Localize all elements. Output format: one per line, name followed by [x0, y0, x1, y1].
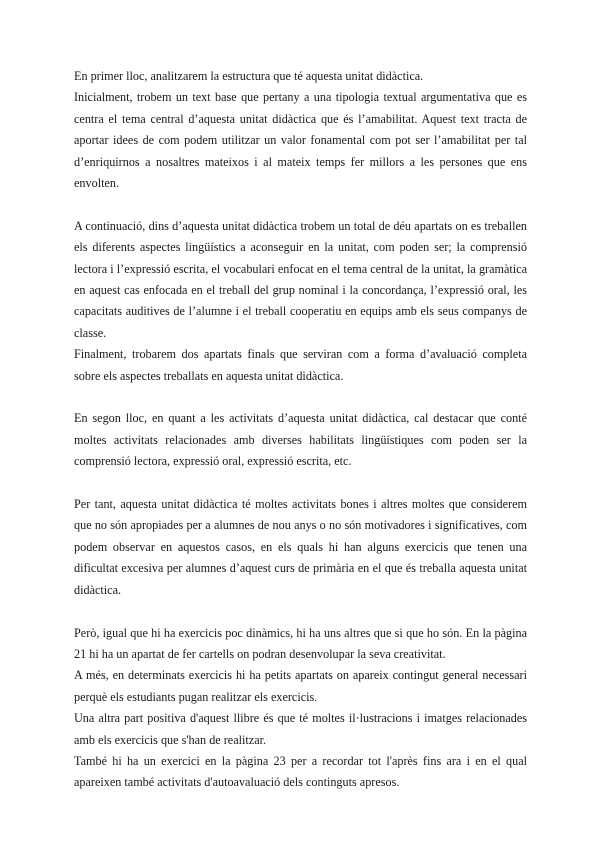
- paragraph-intro: En primer lloc, analitzarem la estructura que té aquesta unitat didàctica.: [74, 69, 424, 83]
- document-page: [74, 66, 527, 794]
- paragraph-base-text: Inicialment, trobem un text base que pertany a una tipologia textual argumentativa que es centra el tema central d’aquesta unitat didàctica que és l’amabilitat. Aquest text tracta de aportar idees de com podem utilitzar un valor fonamental com pot ser l’amabilitat per tal d’enriquirnos a nosaltres mateixos i al mateix temps fer millors a les persones que ens envolten.: [74, 90, 527, 191]
- paragraph-general-content: A més, en determinats exercicis hi ha petits apartats on apareix contingut general necessari perquè els estudiants pugan realitzar els exercicis.: [74, 668, 527, 704]
- paragraph-activities: En segon lloc, en quant a les activitats d’aquesta unitat didàctica, cal destacar que conté moltes activitats relacionades amb diverses habilitats lingüístiques com poden ser la comprensió lectora, expressió oral, expressió escrita, etc.: [74, 411, 527, 469]
- paragraph-self-assessment: També hi ha un exercici en la pàgina 23 per a recordar tot l'après fins ara i en el qual apareixen també activitats d'autoavaluació dels continguts apresos.: [74, 753, 527, 790]
- paragraph-spacer: [74, 473, 527, 494]
- paragraph-sections: A continuació, dins d’aquesta unitat didàctica trobem un total de déu apartats on es treballen els diferents aspectes lingüístics a aconseguir en la unitat, com poden ser; la comprensió lectora i l’expressió escrita, el vocabulari enfocat en el tema central de la unitat, la gramàtica en aquest cas enfocada en el treball del grup nominal i la concordança, l’expressió oral, les capacitats auditives de l’alumne i el treball cooperatiu en equips amb els seus companys de classe.: [74, 218, 527, 340]
- paragraph-spacer: [74, 194, 527, 215]
- paragraph-spacer: [74, 601, 527, 622]
- paragraph-assessment: Per tant, aquesta unitat didàctica té moltes activitats bones i altres moltes que considerem que no són apropiades per a alumnes de nou anys o no són motivadores i significatives, com podem observar en aquestos casos, en els quals hi han alguns exercicis que tenen una dificultat excesiva per alumnes d’aquest curs de primària en el que és treballa aquesta unitat didàctica.: [74, 497, 527, 597]
- paragraph-final-sections: Finalment, trobarem dos apartats finals que serviran com a forma d’avaluació completa sobre els aspectes treballats en aquesta unitat didàctica.: [74, 347, 527, 383]
- paragraph-illustrations: Una altra part positiva d'aquest llibre és que té moltes il·lustracions i imatges relacionades amb els exercicis que s'han de realitzar.: [74, 711, 527, 747]
- paragraph-spacer: [74, 387, 527, 408]
- paragraph-dynamic-exercises: Però, igual que hi ha exercicis poc dinàmics, hi ha uns altres que si que ho són. En la pàgina 21 hi ha un apartat de fer cartells on podran desenvolupar la seva creativitat.: [74, 625, 527, 661]
